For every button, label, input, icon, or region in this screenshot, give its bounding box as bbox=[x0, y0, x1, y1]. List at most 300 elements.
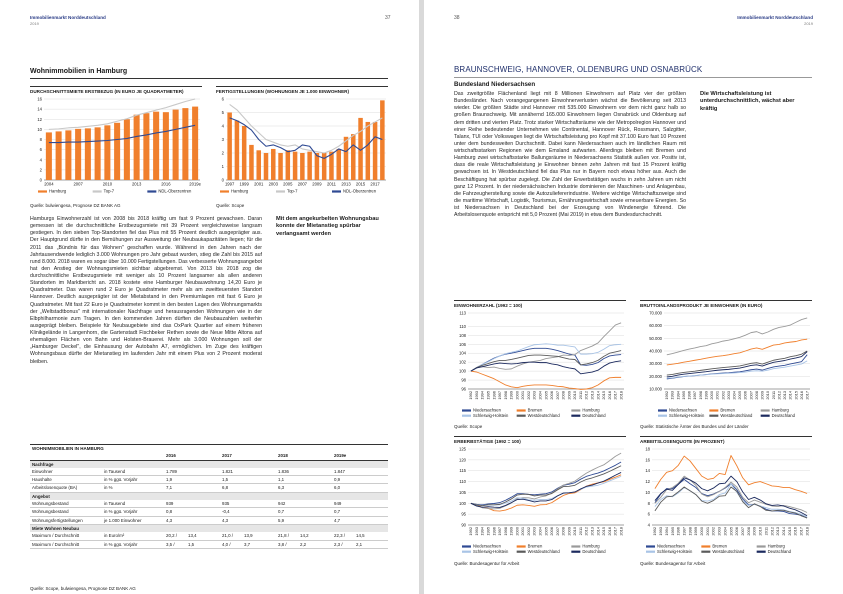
y-tick-label: 8 bbox=[39, 137, 42, 142]
table-row bbox=[30, 516, 388, 524]
x-tick-label: 2013 bbox=[782, 391, 788, 400]
y-tick-label: 4 bbox=[221, 123, 224, 129]
bar-2008 bbox=[307, 152, 312, 180]
y-tick-label: 16 bbox=[645, 457, 650, 463]
y-tick-label: 110 bbox=[459, 323, 466, 329]
legend-swatch bbox=[757, 551, 766, 553]
y-tick-label: 4 bbox=[647, 522, 650, 528]
legend-swatch bbox=[701, 551, 710, 553]
y-tick-label: 16 bbox=[37, 96, 42, 102]
y-tick-label: 5 bbox=[221, 110, 224, 115]
x-tick-label: 1992 bbox=[664, 391, 670, 400]
x-tick-label: 1999 bbox=[508, 527, 514, 536]
table-row-unit: in Tausend bbox=[102, 500, 164, 508]
y-tick-label: 100 bbox=[459, 368, 466, 374]
table-group-row bbox=[30, 524, 388, 532]
y-tick-label: 0 bbox=[221, 177, 224, 183]
x-tick-label: 2002 bbox=[720, 391, 726, 400]
x-tick-label: 2001 bbox=[520, 391, 526, 400]
table-cell: 6,3 bbox=[276, 484, 332, 492]
x-tick-label: 1992 bbox=[468, 527, 474, 536]
subtitle: Bundesland Niedersachsen bbox=[454, 81, 536, 88]
bar-2011 bbox=[114, 123, 120, 180]
x-tick-label: 2000 bbox=[699, 527, 705, 536]
series-line-bremen bbox=[667, 339, 807, 365]
chart-rent bbox=[30, 95, 202, 198]
y-tick-label: 110 bbox=[459, 479, 466, 485]
x-tick-label: 2018 bbox=[618, 391, 624, 400]
table-group-label: Nachfrage bbox=[30, 460, 388, 468]
bar-2012 bbox=[124, 119, 130, 180]
x-tick-label: 2007 bbox=[740, 527, 746, 536]
bar-2007 bbox=[300, 153, 305, 180]
table-cell: 4,0 / bbox=[220, 540, 242, 548]
x-tick-label: 2004 bbox=[722, 527, 728, 536]
x-tick-label: 1995 bbox=[485, 391, 491, 400]
legend-swatch bbox=[517, 415, 526, 417]
x-tick-label: 2016 bbox=[798, 391, 804, 400]
legend-label: Schleswig-Holstein bbox=[657, 548, 693, 554]
legend-swatch bbox=[571, 551, 580, 553]
x-tick-label: 2000 bbox=[709, 391, 715, 400]
x-tick-label: 2012 bbox=[583, 391, 589, 400]
x-tick-label: 2007 bbox=[73, 181, 83, 187]
x-tick-label: 2013 bbox=[341, 181, 351, 187]
series-line-bremen bbox=[655, 456, 807, 494]
x-tick-label: 2016 bbox=[792, 527, 798, 536]
table-row bbox=[30, 540, 388, 548]
x-tick-label: 1994 bbox=[479, 527, 485, 536]
x-tick-label: 2013 bbox=[589, 391, 595, 400]
x-tick-label: 2017 bbox=[370, 181, 380, 187]
x-tick-label: 2005 bbox=[543, 527, 549, 536]
legend-swatch bbox=[658, 415, 667, 417]
legend-swatch bbox=[147, 190, 156, 192]
legend-swatch bbox=[462, 551, 471, 553]
table-cell: 2,2 bbox=[298, 540, 332, 548]
x-tick-label: 2008 bbox=[560, 391, 566, 400]
x-tick-label: 2000 bbox=[514, 391, 520, 400]
x-tick-label: 2003 bbox=[268, 181, 278, 187]
y-tick-label: 6 bbox=[39, 147, 42, 153]
x-tick-label: 2015 bbox=[601, 527, 607, 536]
x-tick-label: 1994 bbox=[479, 391, 485, 400]
x-tick-label: 2006 bbox=[734, 527, 740, 536]
bar-2012 bbox=[336, 149, 341, 180]
x-tick-label: 1998 bbox=[502, 391, 508, 400]
x-tick-label: 2014 bbox=[787, 391, 793, 400]
table-cell: 1,5 bbox=[220, 476, 276, 484]
y-tick-label: 60.000 bbox=[649, 323, 662, 329]
x-tick-label: 2001 bbox=[704, 527, 710, 536]
table-row-unit: in % bbox=[102, 484, 164, 492]
x-tick-label: 1999 bbox=[508, 391, 514, 400]
series-line-westdeutschland bbox=[667, 351, 807, 375]
table-row-unit: in % ggü. Vorjahr bbox=[102, 508, 164, 516]
legend-swatch bbox=[462, 409, 471, 411]
chart4-source: Quelle: Statistische Ämter des Bundes und der Länder bbox=[640, 424, 749, 429]
bar-2008 bbox=[85, 128, 91, 180]
legend-label: Schleswig-Holstein bbox=[473, 412, 509, 418]
table-cell: 0,8 bbox=[164, 508, 220, 516]
bar-2004 bbox=[46, 132, 52, 180]
x-tick-label: 1995 bbox=[680, 391, 686, 400]
x-tick-label: 2010 bbox=[572, 391, 578, 400]
legend-label: Bremen bbox=[527, 543, 543, 549]
table-row-unit: in Euro/m² bbox=[102, 532, 164, 540]
legend-label: Hamburg bbox=[771, 407, 789, 413]
section-rule bbox=[30, 78, 388, 79]
x-tick-label: 1996 bbox=[686, 391, 692, 400]
x-tick-label: 2005 bbox=[728, 527, 734, 536]
x-tick-label: 1994 bbox=[663, 527, 669, 536]
chart6-source: Quelle: Bundesagentur für Arbeit bbox=[640, 561, 706, 566]
x-tick-label: 2017 bbox=[612, 527, 618, 536]
series-line-bremen bbox=[471, 475, 621, 511]
legend-swatch bbox=[276, 190, 285, 192]
x-tick-label: 2007 bbox=[748, 391, 754, 400]
series-line-niedersachsen bbox=[471, 462, 621, 505]
x-tick-label: 1995 bbox=[485, 527, 491, 536]
x-tick-label: 2013 bbox=[131, 181, 142, 187]
x-tick-label: 1996 bbox=[675, 527, 681, 536]
y-tick-label: 4 bbox=[39, 157, 42, 163]
y-tick-label: 18 bbox=[645, 446, 650, 452]
y-tick-label: 106 bbox=[459, 341, 466, 347]
bar-2011 bbox=[329, 152, 334, 180]
table-year-header: 2019e bbox=[332, 452, 388, 460]
table-cell: 21,0 / bbox=[220, 532, 242, 540]
x-tick-label: 2005 bbox=[543, 391, 549, 400]
y-tick-label: 3 bbox=[221, 137, 224, 142]
y-tick-label: 125 bbox=[459, 446, 466, 452]
y-tick-label: 96 bbox=[461, 386, 466, 392]
legend-swatch bbox=[757, 545, 766, 547]
header-year: 2019 bbox=[804, 21, 813, 26]
legend-label: Westdeutschland bbox=[720, 412, 753, 418]
x-tick-label: 1997 bbox=[681, 527, 687, 536]
legend-swatch bbox=[761, 415, 770, 417]
x-tick-label: 2011 bbox=[763, 527, 769, 536]
bar-2009 bbox=[95, 127, 101, 180]
chart1-title: DURCHSCHNITTSMIETE ERSTBEZUG (IN EURO JE QUADRATMETER) bbox=[30, 86, 202, 94]
legend-label: Schleswig-Holstein bbox=[473, 548, 509, 554]
legend-swatch bbox=[517, 545, 526, 547]
table-row-label: Wohnungsbestand bbox=[30, 500, 102, 508]
section-rule bbox=[454, 77, 812, 78]
table-cell: 0,7 bbox=[332, 508, 388, 516]
sidenote: Mit dem angekurbelten Wohnungsbau konnte der Mietanstieg spürbar verlangsamt werden bbox=[276, 216, 379, 237]
table-cell: 2,1 bbox=[354, 540, 388, 548]
bar-2002 bbox=[264, 153, 269, 180]
bar-2018 bbox=[380, 100, 385, 180]
x-tick-label: 2003 bbox=[725, 391, 731, 400]
y-tick-label: 10 bbox=[37, 126, 42, 132]
y-tick-label: 115 bbox=[459, 468, 466, 474]
y-tick-label: 120 bbox=[459, 457, 466, 463]
x-tick-label: 2011 bbox=[770, 391, 776, 400]
y-tick-label: 2 bbox=[39, 167, 42, 173]
bar-2003 bbox=[271, 149, 276, 180]
legend-swatch bbox=[701, 545, 710, 547]
table-cell: 1,9 bbox=[164, 476, 220, 484]
table-cell: 22,3 / bbox=[332, 532, 354, 540]
legend-label: Niedersachsen bbox=[473, 543, 501, 549]
table-cell: 5,9 bbox=[276, 516, 332, 524]
x-tick-label: 1999 bbox=[703, 391, 709, 400]
chart-gdp bbox=[640, 309, 812, 419]
x-tick-label: 1997 bbox=[692, 391, 698, 400]
y-tick-label: 104 bbox=[459, 350, 466, 356]
x-tick-label: 2003 bbox=[531, 391, 537, 400]
series-line-westdeutschland bbox=[655, 487, 807, 518]
legend-swatch bbox=[571, 415, 580, 417]
bar-2010 bbox=[104, 125, 110, 180]
legend-swatch bbox=[38, 190, 47, 192]
table-cell: 3,8 / bbox=[276, 540, 298, 548]
bar-2006 bbox=[65, 130, 71, 180]
x-tick-label: 2014 bbox=[595, 527, 601, 536]
legend-label: Top-7 bbox=[103, 188, 115, 194]
chart4-title: BRUTTOINLANDSPRODUKT JE EINWOHNER (IN EURO) bbox=[640, 300, 812, 308]
header-brand: Immobilienmarkt Norddeutschland bbox=[737, 15, 813, 20]
x-tick-label: 1997 bbox=[497, 527, 503, 536]
bar-2016 bbox=[366, 122, 371, 180]
table-cell: 21,8 / bbox=[276, 532, 298, 540]
x-tick-label: 2014 bbox=[595, 391, 601, 400]
legend-label: Deutschland bbox=[582, 548, 606, 554]
x-tick-label: 2018 bbox=[804, 527, 810, 536]
legend-label: Schleswig-Holstein bbox=[669, 412, 705, 418]
chart2-source: Quelle: Scope bbox=[216, 203, 245, 208]
table-cell: 3,5 / bbox=[164, 540, 186, 548]
legend-label: Westdeutschland bbox=[527, 548, 560, 554]
x-tick-label: 1995 bbox=[669, 527, 675, 536]
x-tick-label: 1993 bbox=[473, 527, 479, 536]
bar-2015 bbox=[153, 112, 159, 180]
chart5-source: Quelle: Bundesagentur für Arbeit bbox=[454, 561, 520, 566]
x-tick-label: 2007 bbox=[554, 391, 560, 400]
x-tick-label: 2000 bbox=[514, 527, 520, 536]
x-tick-label: 2002 bbox=[710, 527, 716, 536]
y-tick-label: 50.000 bbox=[649, 335, 662, 341]
x-tick-label: 2010 bbox=[765, 391, 771, 400]
bar-2001 bbox=[256, 150, 261, 180]
page-number: 37 bbox=[385, 15, 391, 21]
y-tick-label: 98 bbox=[461, 377, 466, 383]
legend-swatch bbox=[646, 551, 655, 553]
x-tick-label: 2016 bbox=[161, 181, 171, 187]
left-page bbox=[0, 0, 419, 594]
header-year: 2019 bbox=[30, 21, 39, 26]
legend-label: Hamburg bbox=[582, 407, 600, 413]
table-cell: 1.789 bbox=[164, 468, 220, 476]
x-tick-label: 1997 bbox=[497, 391, 503, 400]
x-tick-label: 2008 bbox=[753, 391, 759, 400]
table-cell: 7,1 bbox=[164, 484, 220, 492]
x-tick-label: 2012 bbox=[776, 391, 782, 400]
table-cell: 13,4 bbox=[186, 532, 220, 540]
bar-2017 bbox=[173, 110, 179, 180]
x-tick-label: 1999 bbox=[239, 181, 249, 187]
table-title-row bbox=[30, 445, 388, 453]
y-tick-label: 10 bbox=[645, 489, 650, 495]
x-tick-label: 2019e bbox=[189, 181, 201, 187]
body-text: Das zweitgrößte Flächenland liegt mit 8 Millionen Einwohnern auf Platz vier der größten Bundesländer. Nach vorangegangenen Einwohnerverlusten wächst die Bevölkerung seit 2013 wieder. Die größten Städte sind Hannover mit 535.000 Einwohnern vor dem nicht ganz halb so großen Braunschweig. Mit annähernd 165.000 Einwohnern liegen Osnabrück und Oldenburg auf dem dritten und vierten Platz. Trotz starker Wirtschaftsräume wie der Metropolregion Hannover und einer Reihe bedeutender Unternehmen wie Continental, Hannover Rück, Rossmann, Salzgitter, Talanx, TUI oder Volkswagen liegt die Wirtschaftsleistung pro Kopf mit 37.100 Euro fast 10 Prozent unter dem bundesweiten Durchschnitt. Dabei kann Niedersachsen auch im ländlichen Raum mit wirtschaftsstarken Regionen wie dem Emsland aufwarten. Allerdings bleiben mit Bremen und Hamburg zwei wirtschaftsstarke Ballungsräume in Niedersachsens Statistik außen vor. Positiv ist, dass die reale Wirtschaftsleistung je Einwohner binnen zehn Jahren mit fast 15 Prozent kräftig gewachsen ist. In Westdeutschland fiel das Plus nur in Bayern noch etwas höher aus. Auch die Beschäftigung hat spürbar zugelegt. Die Zahl der Erwerbstätigen wuchs in zehn Jahren um nicht ganz 12 Prozent. In der niedersächsischen Industrie dominieren der Maschinen- und Anlagenbau, die Fahrzeugherstellung sowie die Autozuliefererindustrie. Weitere wichtige Wirtschaftszweige sind die maritime Wirtschaft, Logistik, Tourismus, Ernährungswirtschaft sowie erneuerbare Energien. So ist Niedersachsen in Deutschland bei der Erzeugung von Windenergie führend. Die Arbeitslosenquote entspricht mit 5,0 Prozent (Mai 2019) in etwa dem Bundesdurchschnitt. bbox=[454, 91, 686, 219]
x-tick-label: 2018 bbox=[618, 527, 624, 536]
table-row-label: Wohnungsbestand bbox=[30, 508, 102, 516]
y-tick-label: 100 bbox=[459, 500, 466, 506]
table-row-unit: in % ggü. Vorjahr bbox=[102, 540, 164, 548]
x-tick-label: 2011 bbox=[326, 181, 336, 187]
legend-label: Hamburg bbox=[231, 188, 249, 194]
y-tick-label: 8 bbox=[647, 500, 650, 506]
chart1-source: Quelle: bulwiengesa, Prognose DZ BANK AG bbox=[30, 203, 121, 208]
series-line-bremen bbox=[471, 371, 621, 389]
legend-label: Niedersachsen bbox=[657, 543, 685, 549]
bar-2007 bbox=[75, 129, 81, 180]
table-row-label: Maximum / Durchschnitt bbox=[30, 532, 102, 540]
x-tick-label: 2001 bbox=[520, 527, 526, 536]
legend-swatch bbox=[761, 409, 770, 411]
x-tick-label: 2005 bbox=[283, 181, 293, 187]
table-row bbox=[30, 476, 388, 484]
table-row bbox=[30, 484, 388, 492]
table-cell: 942 bbox=[276, 500, 332, 508]
table-cell: 20,2 / bbox=[164, 532, 186, 540]
bar-2014 bbox=[143, 113, 149, 180]
x-tick-label: 2010 bbox=[102, 181, 113, 187]
chart3-title: EINWOHNERZAHL (1992 = 100) bbox=[454, 300, 626, 308]
x-tick-label: 1994 bbox=[675, 391, 681, 400]
table-cell: 1.836 bbox=[276, 468, 332, 476]
x-tick-label: 2009 bbox=[751, 527, 757, 536]
legend-label: Bremen bbox=[527, 407, 543, 413]
x-tick-label: 1993 bbox=[669, 391, 675, 400]
legend-swatch bbox=[517, 551, 526, 553]
legend-label: Hamburg bbox=[49, 188, 67, 194]
bar-1997 bbox=[227, 113, 232, 181]
legend-label: Niedersachsen bbox=[473, 407, 501, 413]
chart6-title: ARBEITSLOSENQUOTE (IN PROZENT) bbox=[640, 436, 812, 444]
table-cell: 949 bbox=[332, 500, 388, 508]
x-tick-label: 2002 bbox=[525, 527, 531, 536]
x-tick-label: 2011 bbox=[577, 391, 583, 400]
table-row bbox=[30, 500, 388, 508]
x-tick-label: 1998 bbox=[697, 391, 703, 400]
x-tick-label: 2007 bbox=[297, 181, 308, 187]
legend-label: Hamburg bbox=[767, 543, 785, 549]
table-cell: 4,7 bbox=[332, 516, 388, 524]
x-tick-label: 2004 bbox=[44, 181, 54, 187]
y-tick-label: 10.000 bbox=[649, 386, 662, 392]
legend-label: Top-7 bbox=[287, 188, 298, 194]
x-tick-label: 2015 bbox=[601, 391, 607, 400]
x-tick-label: 2017 bbox=[798, 527, 804, 536]
table-cell: 0,9 bbox=[332, 476, 388, 484]
chart-employment bbox=[454, 445, 626, 555]
table-cell: 1.847 bbox=[332, 468, 388, 476]
y-tick-label: 12 bbox=[37, 116, 42, 122]
table-header-row bbox=[30, 452, 388, 460]
y-tick-label: 108 bbox=[459, 332, 466, 338]
table-group-label: Miete Wohnen Neubau bbox=[30, 524, 388, 532]
chart2-title: FERTIGSTELLUNGEN (WOHNUNGEN JE 1.000 EINWOHNER) bbox=[216, 86, 388, 94]
table-group-row bbox=[30, 460, 388, 468]
series-line-westdeutschland bbox=[471, 351, 621, 372]
y-tick-label: 0 bbox=[39, 177, 42, 183]
x-tick-label: 1992 bbox=[652, 527, 658, 536]
legend-label: Hamburg bbox=[582, 543, 600, 549]
legend-swatch bbox=[571, 545, 580, 547]
housing-table bbox=[30, 444, 388, 549]
x-tick-label: 2015 bbox=[355, 181, 366, 187]
x-tick-label: 2001 bbox=[254, 181, 264, 187]
table-cell: 4,3 bbox=[220, 516, 276, 524]
x-tick-label: 2010 bbox=[572, 527, 578, 536]
bar-2005 bbox=[286, 150, 291, 180]
legend-swatch bbox=[709, 409, 718, 411]
x-tick-label: 2004 bbox=[537, 527, 543, 536]
y-tick-label: 90 bbox=[461, 522, 466, 528]
y-tick-label: 105 bbox=[459, 489, 466, 495]
legend-label: Deutschland bbox=[771, 412, 795, 418]
x-tick-label: 2012 bbox=[583, 527, 589, 536]
x-tick-label: 1999 bbox=[693, 527, 699, 536]
legend-swatch bbox=[646, 545, 655, 547]
legend-swatch bbox=[709, 415, 718, 417]
table-row-label: Haushalte bbox=[30, 476, 102, 484]
header-brand: Immobilienmarkt Norddeutschland bbox=[30, 15, 106, 20]
table-row-label: Einwohner bbox=[30, 468, 102, 476]
table-cell: 6,0 bbox=[332, 484, 388, 492]
legend-swatch bbox=[658, 409, 667, 411]
x-tick-label: 2011 bbox=[577, 527, 583, 536]
x-tick-label: 2009 bbox=[566, 391, 572, 400]
x-tick-label: 2017 bbox=[804, 391, 810, 400]
legend-swatch bbox=[462, 415, 471, 417]
table-cell: -0,4 bbox=[220, 508, 276, 516]
y-tick-label: 12 bbox=[645, 479, 650, 485]
legend-label: NDL-Oberzentren bbox=[343, 188, 377, 194]
legend-label: Niedersachsen bbox=[669, 407, 697, 413]
table-year-header: 2018 bbox=[276, 452, 332, 460]
table-cell: 935 bbox=[220, 500, 276, 508]
x-tick-label: 2006 bbox=[549, 391, 555, 400]
bar-2013 bbox=[134, 115, 140, 180]
legend-label: Westdeutschland bbox=[527, 412, 560, 418]
table-row-unit: in % ggü. Vorjahr bbox=[102, 476, 164, 484]
right-page bbox=[424, 0, 843, 594]
y-tick-label: 6 bbox=[221, 96, 224, 102]
bar-1998 bbox=[235, 121, 240, 180]
y-tick-label: 14 bbox=[37, 106, 42, 112]
table-row-label: Arbeitslosenquote (BA) bbox=[30, 484, 102, 492]
y-tick-label: 14 bbox=[645, 468, 650, 474]
x-tick-label: 2004 bbox=[731, 391, 737, 400]
x-tick-label: 1992 bbox=[468, 391, 474, 400]
x-tick-label: 2003 bbox=[531, 527, 537, 536]
x-tick-label: 1993 bbox=[473, 391, 479, 400]
y-tick-label: 70.000 bbox=[649, 310, 662, 316]
bar-1999 bbox=[242, 126, 247, 180]
x-tick-label: 2006 bbox=[549, 527, 555, 536]
table-cell: 939 bbox=[164, 500, 220, 508]
table-group-label: Angebot bbox=[30, 492, 388, 500]
y-tick-label: 102 bbox=[459, 359, 466, 365]
legend-label: Deutschland bbox=[767, 548, 791, 554]
legend-swatch bbox=[462, 545, 471, 547]
